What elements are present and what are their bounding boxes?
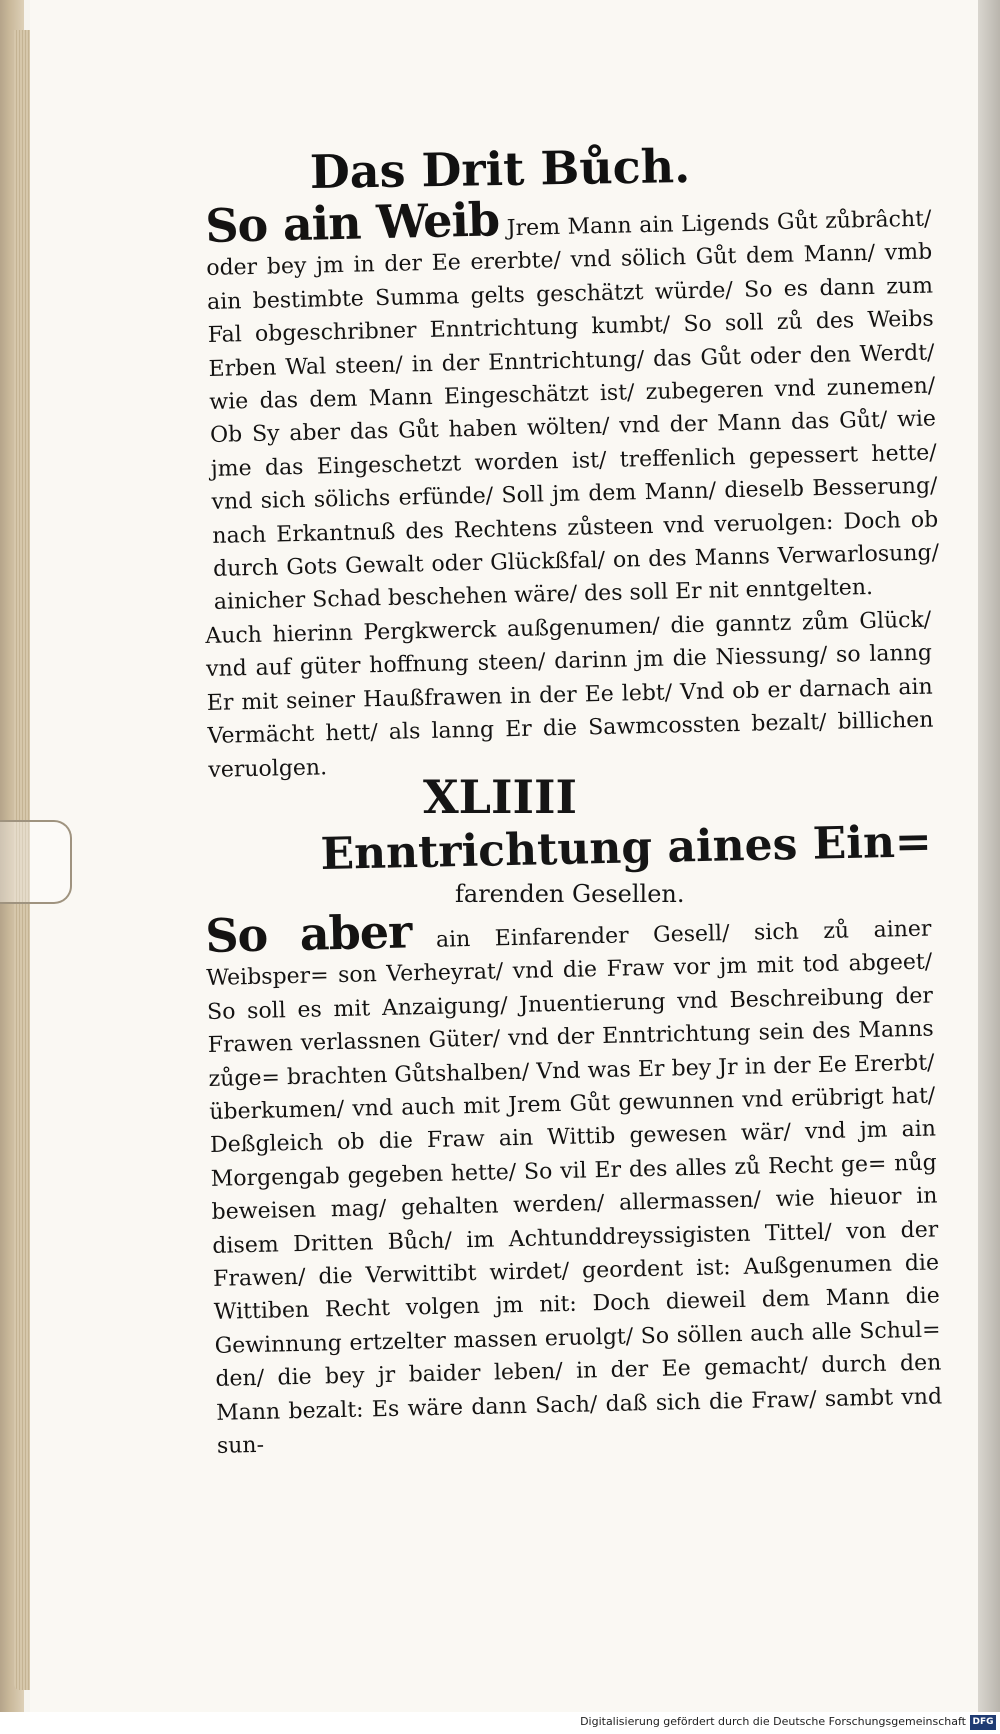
- chapter-subtitle: farenden Gesellen.: [455, 880, 685, 908]
- right-gutter: [978, 0, 1000, 1712]
- paragraph-1: [205, 194, 940, 620]
- running-header: Das Drit Bůch.: [309, 139, 691, 199]
- paragraph-1-text: Jrem Mann ain Ligends Gůt zůbrâcht/ oder bey jm in der Ee ererbte/ vnd sölich Gůt dem Mann/ vmb ain bestimbte Summa gelts geschätzt würde/ So es dann zum Fal obgeschribner Enntrichtung kumbt/ So soll zů des Weibs Erben Wal steen/ in der Enntrichtung/ das Gůt oder den Werdt/ wie das dem Mann Eingeschätzt ist/ zubegeren vnd zunemen/ Ob Sy aber das Gůt haben wölten/ vnd der Mann das Gůt/ wie jme das Eingeschetzt worden ist/ treffenlich gepessert hette/ vnd sich sölichs erfünde/ Soll jm dem Mann/ dieselb Besserung/ nach Erkantnuß des Rechtens zůsteen vnd veruolgen: Doch ob durch Gots Gewalt oder Glückßfal/ on des Manns Verwarlosung/ ainicher Schad beschehen wäre/ des soll Er nit enntgelten.: [206, 206, 940, 616]
- paragraph-3: [205, 904, 943, 1464]
- dfg-logo: DFG: [970, 1715, 996, 1730]
- chapter-number: XLIIII: [422, 770, 578, 824]
- paragraph-3-text: ain Einfarender Gesell/ sich zů ainer Weibsper= son Verheyrat/ vnd die Fraw vor jm mit tod abgeet/ So soll es mit Anzaigung/ Jnuentierung vnd Beschreibung der Frawen verlassnen Güter/ vnd der Enntrichtung sein des Manns zůge= brachten Gůtshalben/ Vnd was Er bey Jr in der Ee Ererbt/ überkumen/ vnd auch mit Jrem Gůt gewunnen vnd erübrigt hat/ Deßgleich ob die Fraw ain Wittib gewesen wär/ vnd jm ain Morgengab gegeben hette/ So vil Er des alles zů Recht ge= nůg beweisen mag/ gehalten werden/ allermassen/ wie hieuor in disem Dritten Bůch/ im Achtunddreyssigisten Tittel/ von der Frawen/ die Verwittibt wirdet/ geordent ist: Außgenumen die Wittiben Recht volgen jm nit: Doch dieweil dem Mann die Gewinnung ertzelter massen eruolgt/ So söllen auch alle Schul= den/ die bey jr baider leben/ in der Ee gemacht/ durch den Mann bezalt: Es wäre dann Sach/ daß sich die Fraw/ sambt vnd sun-: [206, 916, 943, 1459]
- digitization-credit: Digitalisierung gefördert durch die Deutsche Forschungsgemeinschaft: [580, 1715, 966, 1728]
- chapter-title: Enntrichtung aines Ein=: [320, 816, 933, 880]
- paragraph-2: Auch hierinn Pergkwerck außgenumen/ die ganntz zům Glück/ vnd auf güter hoffnung steen/ darinn jm die Niessung/ so lanng Er mit seiner Haußfrawen in der Ee lebt/ Vnd ob er darnach ain Vermächt hett/ als lanng Er die Sawmcossten bezalt/ billichen veruolgen.: [205, 607, 934, 783]
- paragraph-3-lead: So aber: [204, 904, 412, 963]
- page-tab-marker: [0, 820, 72, 904]
- paragraph-1-lead: So ain Weib: [204, 192, 500, 253]
